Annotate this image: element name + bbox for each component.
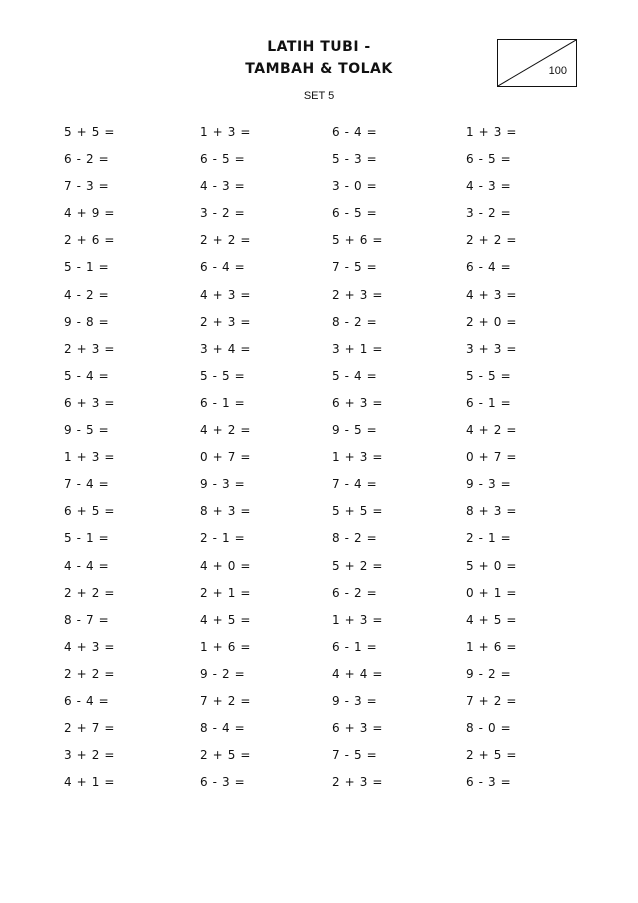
- problem-item: 6 - 1 =: [200, 395, 246, 410]
- problem-item: 4 + 5 =: [466, 612, 518, 627]
- problem-item: 3 + 3 =: [466, 341, 518, 356]
- problem-item: 2 + 3 =: [200, 314, 252, 329]
- problem-item: 2 - 1 =: [466, 531, 512, 546]
- problem-row: [64, 450, 584, 477]
- problem-item: 5 + 2 =: [332, 558, 384, 573]
- problem-item: 2 + 2 =: [64, 585, 116, 600]
- problem-item: 4 + 3 =: [466, 287, 518, 302]
- problem-item: 0 + 7 =: [200, 450, 252, 465]
- problem-item: 1 + 6 =: [200, 639, 252, 654]
- problem-item: 7 - 5 =: [332, 748, 378, 763]
- problem-item: 1 + 3 =: [200, 125, 252, 139]
- problem-row: [64, 260, 584, 287]
- problem-item: 9 - 3 =: [332, 693, 378, 708]
- problem-item: 8 - 2 =: [332, 314, 378, 329]
- problem-row: [64, 396, 584, 423]
- problem-item: 3 - 0 =: [332, 179, 378, 194]
- problem-row: [64, 179, 584, 206]
- problem-item: 7 + 2 =: [200, 693, 252, 708]
- problem-row: [64, 613, 584, 640]
- problem-item: 2 + 2 =: [200, 233, 252, 248]
- problem-row: [64, 477, 584, 504]
- problem-item: 2 + 6 =: [64, 233, 116, 248]
- problem-item: 3 + 2 =: [64, 748, 116, 763]
- problem-item: 7 - 4 =: [64, 477, 110, 492]
- problem-row: [64, 531, 584, 558]
- problem-row: [64, 288, 584, 315]
- problem-item: 2 + 5 =: [200, 748, 252, 763]
- score-box-diagonal: [498, 40, 576, 86]
- problem-item: 9 - 3 =: [200, 477, 246, 492]
- problem-item: 6 - 5 =: [332, 206, 378, 221]
- problem-item: 4 - 2 =: [64, 287, 110, 302]
- problem-item: 5 - 1 =: [64, 260, 110, 275]
- problem-item: 8 - 7 =: [64, 612, 110, 627]
- problem-item: 4 + 2 =: [466, 423, 518, 438]
- problem-item: 6 - 4 =: [64, 693, 110, 708]
- problem-row: [64, 586, 584, 613]
- problem-row: [64, 423, 584, 450]
- problem-item: 6 + 3 =: [332, 721, 384, 736]
- problem-item: 0 + 1 =: [466, 585, 518, 600]
- problem-item: 2 + 5 =: [466, 748, 518, 763]
- problem-item: 6 - 1 =: [332, 639, 378, 654]
- problem-row: [64, 667, 584, 694]
- problem-row: [64, 233, 584, 260]
- problem-item: 9 - 2 =: [466, 666, 512, 681]
- problem-item: 5 - 4 =: [64, 368, 110, 383]
- problem-item: 7 - 3 =: [64, 179, 110, 194]
- problem-item: 9 - 5 =: [64, 423, 110, 438]
- score-box: [497, 39, 577, 87]
- problem-item: 6 + 3 =: [64, 395, 116, 410]
- problem-item: 1 + 3 =: [332, 612, 384, 627]
- problem-item: 5 + 0 =: [466, 558, 518, 573]
- problem-item: 1 + 6 =: [466, 639, 518, 654]
- problem-item: 3 + 4 =: [200, 341, 252, 356]
- problem-item: 4 + 4 =: [332, 666, 384, 681]
- problem-item: 6 - 3 =: [466, 775, 512, 790]
- problem-item: 7 - 4 =: [332, 477, 378, 492]
- problem-item: 2 + 1 =: [200, 585, 252, 600]
- problem-item: 6 + 3 =: [332, 395, 384, 410]
- problem-item: 6 - 3 =: [200, 775, 246, 790]
- problem-item: 2 + 2 =: [466, 233, 518, 248]
- problem-row: [64, 342, 584, 369]
- problem-row: [64, 721, 584, 748]
- problem-item: 1 + 3 =: [64, 450, 116, 465]
- problem-item: 2 + 0 =: [466, 314, 518, 329]
- problem-item: 5 - 3 =: [332, 152, 378, 167]
- problem-item: 4 - 4 =: [64, 558, 110, 573]
- problem-item: 6 - 2 =: [332, 585, 378, 600]
- problem-row: [64, 206, 584, 233]
- problem-item: 7 - 5 =: [332, 260, 378, 275]
- problem-item: 4 - 3 =: [466, 179, 512, 194]
- problem-row: [64, 504, 584, 531]
- problem-item: 8 - 0 =: [466, 721, 512, 736]
- problem-row: [64, 315, 584, 342]
- problem-item: 4 + 3 =: [64, 639, 116, 654]
- problem-item: 6 - 4 =: [332, 125, 378, 139]
- problem-item: 2 + 2 =: [64, 666, 116, 681]
- problem-item: 2 + 3 =: [64, 341, 116, 356]
- problem-item: 9 - 3 =: [466, 477, 512, 492]
- problem-item: 1 + 3 =: [466, 125, 518, 139]
- problem-row: [64, 559, 584, 586]
- problem-row: [64, 369, 584, 396]
- problem-item: 5 + 5 =: [332, 504, 384, 519]
- problem-item: 3 - 2 =: [466, 206, 512, 221]
- problem-item: 4 + 9 =: [64, 206, 116, 221]
- problem-item: 5 + 6 =: [332, 233, 384, 248]
- problem-item: 5 - 1 =: [64, 531, 110, 546]
- problem-item: 5 - 5 =: [466, 368, 512, 383]
- problem-item: 7 + 2 =: [466, 693, 518, 708]
- problem-item: 6 - 5 =: [466, 152, 512, 167]
- problem-item: 8 - 2 =: [332, 531, 378, 546]
- problem-item: 3 + 1 =: [332, 341, 384, 356]
- problem-item: 4 + 5 =: [200, 612, 252, 627]
- problem-item: 4 + 2 =: [200, 423, 252, 438]
- worksheet-title-line-2: TAMBAH & TOLAK: [245, 61, 393, 77]
- problem-row: [64, 694, 584, 721]
- problem-item: 0 + 7 =: [466, 450, 518, 465]
- problem-item: 4 + 0 =: [200, 558, 252, 573]
- score-total: 100: [548, 65, 567, 77]
- worksheet-title-line-1: LATIH TUBI -: [267, 39, 371, 55]
- problem-item: 2 + 7 =: [64, 721, 116, 736]
- problem-item: 9 - 5 =: [332, 423, 378, 438]
- problem-item: 6 - 5 =: [200, 152, 246, 167]
- problem-item: 4 + 3 =: [200, 287, 252, 302]
- problem-item: 3 - 2 =: [200, 206, 246, 221]
- problem-item: 6 + 5 =: [64, 504, 116, 519]
- problem-item: 6 - 4 =: [200, 260, 246, 275]
- problem-item: 2 + 3 =: [332, 287, 384, 302]
- problem-row: [64, 775, 584, 802]
- problem-row: [64, 748, 584, 775]
- problem-row: [64, 152, 584, 179]
- problem-item: 9 - 2 =: [200, 666, 246, 681]
- problem-row: [64, 640, 584, 667]
- problem-item: 2 + 3 =: [332, 775, 384, 790]
- problem-item: 2 - 1 =: [200, 531, 246, 546]
- problem-item: 6 - 1 =: [466, 395, 512, 410]
- problem-item: 9 - 8 =: [64, 314, 110, 329]
- problem-grid: [64, 125, 584, 802]
- problem-item: 4 + 1 =: [64, 775, 116, 790]
- problem-row: [64, 125, 584, 152]
- problem-item: 8 + 3 =: [466, 504, 518, 519]
- problem-item: 8 - 4 =: [200, 721, 246, 736]
- problem-item: 8 + 3 =: [200, 504, 252, 519]
- problem-item: 6 - 4 =: [466, 260, 512, 275]
- problem-item: 5 + 5 =: [64, 125, 116, 139]
- problem-item: 4 - 3 =: [200, 179, 246, 194]
- problem-item: 6 - 2 =: [64, 152, 110, 167]
- problem-item: 1 + 3 =: [332, 450, 384, 465]
- problem-item: 5 - 5 =: [200, 368, 246, 383]
- set-label: SET 5: [303, 90, 335, 102]
- problem-item: 5 - 4 =: [332, 368, 378, 383]
